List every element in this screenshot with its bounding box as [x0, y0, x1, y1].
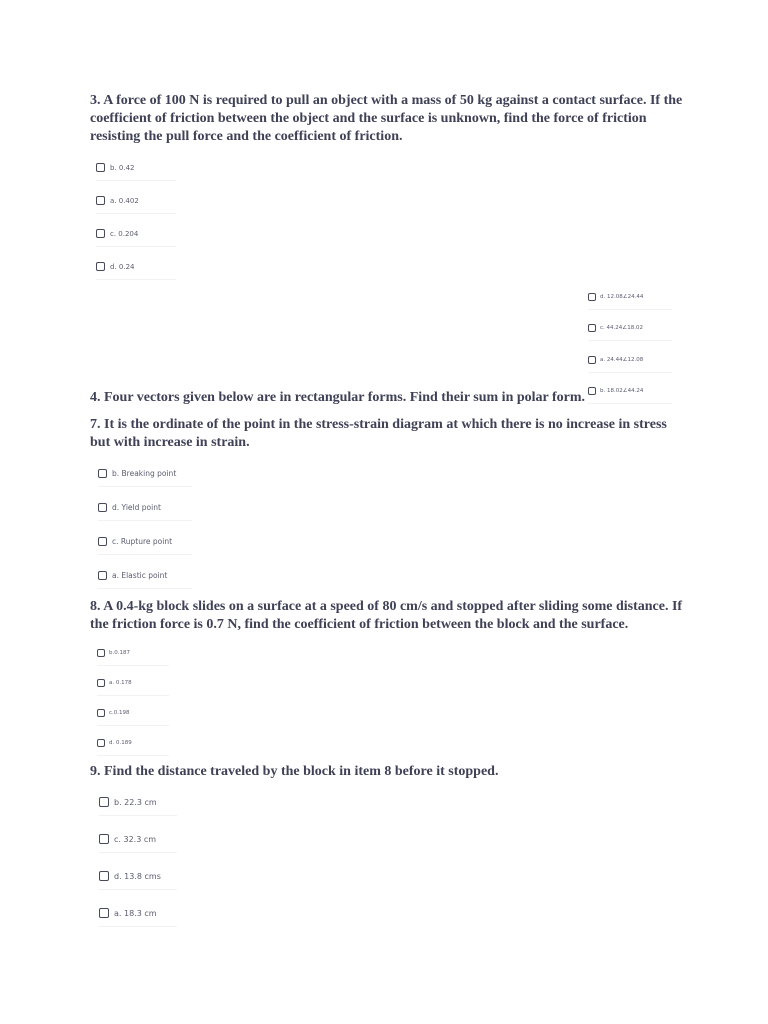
- checkbox-icon[interactable]: [97, 739, 105, 747]
- checkbox-icon[interactable]: [96, 196, 105, 205]
- checkbox-icon[interactable]: [98, 537, 107, 546]
- option-q9-d[interactable]: [99, 871, 177, 890]
- option-label: d. 0.24: [110, 262, 135, 271]
- option-q8-b[interactable]: [97, 649, 169, 666]
- option-label: c. 0.204: [110, 229, 139, 238]
- checkbox-icon[interactable]: [97, 709, 105, 717]
- option-q9-b[interactable]: [99, 797, 177, 816]
- option-label: d. 12.08∠24.44: [600, 294, 644, 300]
- option-label: a. 0.402: [110, 196, 139, 205]
- checkbox-icon[interactable]: [96, 229, 105, 238]
- checkbox-icon[interactable]: [588, 356, 596, 364]
- option-label: b. Breaking point: [112, 469, 177, 478]
- checkbox-icon[interactable]: [97, 649, 105, 657]
- option-label: d. 13.8 cms: [114, 871, 161, 881]
- option-q7-c[interactable]: [98, 537, 192, 555]
- option-q9-a[interactable]: [99, 908, 177, 927]
- checkbox-icon[interactable]: [98, 571, 107, 580]
- option-q3-b[interactable]: [96, 163, 176, 181]
- option-q9-c[interactable]: [99, 834, 177, 853]
- option-label: b. 22.3 cm: [114, 797, 157, 807]
- question-7: 7. It is the ordinate of the point in the stress-strain diagram at which there is no increase in stress but with increase in strain.: [90, 417, 667, 450]
- option-label: c. 32.3 cm: [114, 834, 157, 844]
- option-q7-d[interactable]: [98, 503, 192, 521]
- option-q3-c[interactable]: [96, 229, 176, 247]
- checkbox-icon[interactable]: [588, 324, 596, 332]
- checkbox-icon[interactable]: [99, 908, 109, 918]
- option-q8-d[interactable]: [97, 739, 169, 756]
- option-label: c.0.198: [109, 710, 130, 716]
- question-9: 9. Find the distance traveled by the block in item 8 before it stopped.: [90, 764, 499, 779]
- checkbox-icon[interactable]: [99, 871, 109, 881]
- checkbox-icon[interactable]: [96, 163, 105, 172]
- option-label: a. Elastic point: [112, 571, 168, 580]
- checkbox-icon[interactable]: [98, 503, 107, 512]
- option-label: a. 0.178: [109, 680, 132, 686]
- option-label: b.0.187: [109, 650, 130, 656]
- option-label: a. 24.44∠12.08: [600, 357, 644, 363]
- option-q4-d[interactable]: [588, 293, 672, 310]
- option-q7-a[interactable]: [98, 571, 192, 589]
- question-4: 4. Four vectors given below are in rectangular forms. Find their sum in polar form.: [90, 390, 586, 405]
- checkbox-icon[interactable]: [588, 293, 596, 301]
- option-label: d. 0.189: [109, 740, 132, 746]
- checkbox-icon[interactable]: [96, 262, 105, 271]
- option-q4-c[interactable]: [588, 324, 672, 341]
- question-3: 3. A force of 100 N is required to pull an object with a mass of 50 kg against a contact surface. If the coefficient of friction between the object and the surface is unknown, find the force of friction resisting the pull force and the coefficient of friction.: [90, 93, 683, 144]
- option-label: c. 44.24∠18.02: [600, 325, 643, 331]
- option-q4-a[interactable]: [588, 356, 672, 373]
- option-q4-b[interactable]: [588, 387, 672, 404]
- option-q7-b[interactable]: [98, 469, 192, 487]
- option-q3-a[interactable]: [96, 196, 176, 214]
- option-label: a. 18.3 cm: [114, 908, 157, 918]
- option-label: c. Rupture point: [112, 537, 173, 546]
- checkbox-icon[interactable]: [97, 679, 105, 687]
- option-q3-d[interactable]: [96, 262, 176, 280]
- option-label: b. 18.02∠44.24: [600, 388, 644, 394]
- option-label: d. Yield point: [112, 503, 161, 512]
- option-label: b. 0.42: [110, 163, 135, 172]
- checkbox-icon[interactable]: [98, 469, 107, 478]
- checkbox-icon[interactable]: [99, 834, 109, 844]
- option-q8-c[interactable]: [97, 709, 169, 726]
- option-q8-a[interactable]: [97, 679, 169, 696]
- question-8: 8. A 0.4-kg block slides on a surface at a speed of 80 cm/s and stopped after sliding some distance. If the friction force is 0.7 N, find the coefficient of friction between the block and the surface.: [90, 599, 683, 632]
- checkbox-icon[interactable]: [99, 797, 109, 807]
